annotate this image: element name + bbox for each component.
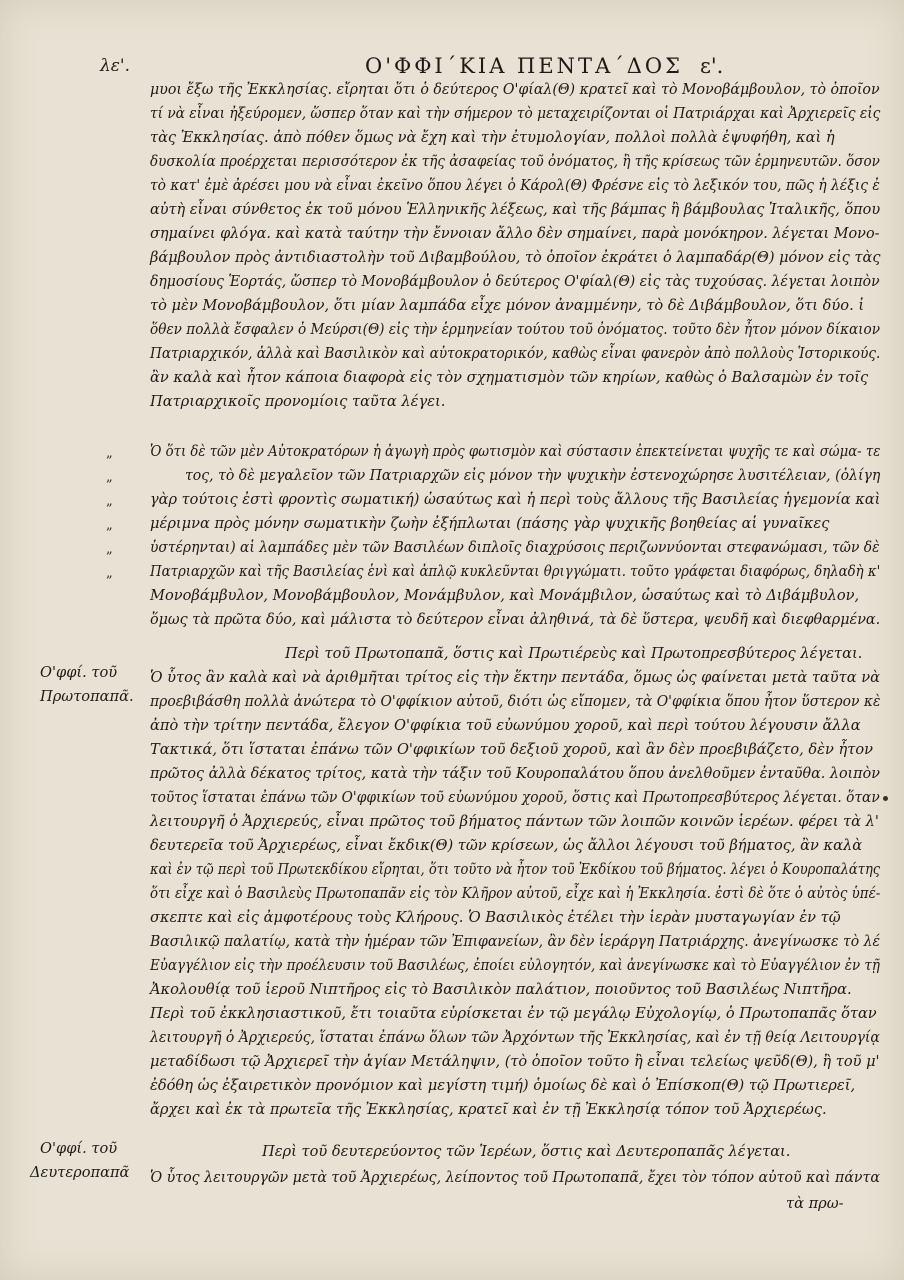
quote-mark: „ [106,518,113,533]
text-line: αὐτὴ εἶναι σύνθετος ἐκ τοῦ μόνου Ἑλληνικῆς λέξεως, καὶ τῆς βάμπας ἢ βάμβουλας Ἰταλικῆς, ὅπου [150,201,881,218]
text-line: δημοσίους Ἑορτάς, ὥσπερ τὸ Μονοβάμβουλον ὁ δεύτερος Ο'φίαλ(Θ) εἰς τὰς τυχούσας. λέγεται λοιπὸν [150,273,880,290]
quote-mark: „ [106,542,113,557]
text-line: Πατριαρχῶν καὶ τῆς Βασιλείας ἑνὶ καὶ ἀπλῷ κυκλεῦνται θριγγώματι. τοῦτο γράφεται διαφόρως, δηλαδὴ κ' [150,563,881,580]
text-line: Ὁ ὅτι δὲ τῶν μὲν Αὐτοκρατόρων ἡ ἀγωγὴ πρὸς φωτισμὸν καὶ σύστασιν ἐπεκτείνεται ψυχῆς τε καὶ σώμα- τε [150,443,881,460]
text-line: σκεπτε καὶ εἰς ἀμφοτέρους τοὺς Κλήρους. Ὁ Βασιλικὸς ἐτέλει τὴν ἱερὰν μυσταγωγίαν ἐν τῷ [150,909,841,926]
text-line: Περὶ τοῦ ἐκκλησιαστικοῦ, ἔτι τοιαῦτα εὑρίσκεται ἐν τῷ μεγάλῳ Εὐχολογίῳ, ὁ Πρωτοπαπᾶς ὅταν [150,1005,877,1022]
text-line: ἂν καλὰ καὶ ἦτον κάποια διαφορὰ εἰς τὸν σχηματισμὸν τῶν κηρίων, καθὼς ὁ Βαλσαμὼν ἐν τοῖς [150,369,869,386]
running-title: Ο'ΦΦΙ΄ΚΙΑ ΠΕΝΤΑ΄ΔΟΣ [365,54,683,78]
text-line: λειτουργῆ ὁ Ἀρχιερεύς, ἵσταται ἐπάνω ὅλων τῶν Ἀρχόντων τῆς Ἐκκλησίας, καὶ ἐν τῇ θείᾳ Λειτουργίᾳ [150,1029,880,1046]
text-line: τὰς Ἐκκλησίας. ἀπὸ πόθεν ὅμως νὰ ἔχη καὶ τὴν ἐτυμολογίαν, πολλοὶ πολλὰ ἐψυφήθη, καὶ ἡ [150,129,835,146]
text-line: Τακτικά, ὅτι ἵσταται ἐπάνω τῶν Ο'φφικίων τοῦ δεξιοῦ χοροῦ, καὶ ἂν δὲν προεβιβάζετο, δὲν ἦτον [150,741,873,758]
ink-speck [883,796,888,801]
text-line: μεταδίδωσι τῷ Ἀρχιερεῖ τὴν ἁγίαν Μετάληψιν, (τὸ ὁποῖον τοῦτο ἢ εἶναι τελείως ψεῦδ(Θ), ἢ τοῦ μ' [150,1053,880,1070]
text-line: μυοι ἔξω τῆς Ἐκκλησίας. εἴρηται ὅτι ὁ δεύτερος Ο'φίαλ(Θ) κρατεῖ καὶ τὸ Μονοβάμβουλον, τὸ ὁποῖον [150,81,880,98]
text-line: προεβιβάσθη πολλὰ ἀνώτερα τὸ Ο'φφίκιον αὐτοῦ, διότι ὡς εἴπομεν, τὰ Ο'φφίκια ὅπου ἦτον ὕστερον κὲ [150,693,881,710]
text-line: ὑστέρηνται) αἱ λαμπάδες μὲν τῶν Βασιλέων διπλοῖς διαχρύσοις περιζωννύονται στεφανώμασι, τῶν δὲ [150,539,880,556]
quote-mark: „ [106,446,113,461]
margin-note: Ο'φφί. τοῦ [40,664,118,681]
quote-mark: „ [106,470,113,485]
text-line: Πατριαρχικοῖς προνομίοις ταῦτα λέγει. [150,393,446,410]
text-line: ὅθεν πολλὰ ἔσφαλεν ὁ Μεύρσι(Θ) εἰς τὴν ἑρμηνείαν τούτου τοῦ ὀνόματος. τοῦτο δὲν ἦτον μόνον δίκαιον [150,321,880,338]
text-line: καὶ ἐν τῷ περὶ τοῦ Πρωτεκδίκου εἴρηται, ὅτι τοῦτο νὰ ἦτον τοῦ Ἐκδίκου τοῦ βήματος. λέγει ὁ Κουροπαλάτης [150,861,881,878]
text-line: τί νὰ εἶναι ἠξεύρομεν, ὥσπερ ὅταν καὶ τὴν σήμερον τὸ μεταχειρίζονται οἱ Πατριάρχαι καὶ Ἀρχιερεῖς εἰς [150,105,881,122]
text-line: ὅτι εἶχε καὶ ὁ Βασιλεὺς Πρωτοπαπᾶν εἰς τὸν Κλῆρον αὐτοῦ, εἶχε καὶ ἡ Ἐκκλησία. ἐστὶ δὲ ὅτε ὁ αὐτὸς ὑπέ- [150,885,881,902]
text-line: τὸ κατ' ἐμὲ ἀρέσει μου νὰ εἶναι ἐκεῖνο ὅπου λέγει ὁ Κάρολ(Θ) Φρέσνε εἰς τὸ λεξικόν του, πῶς ἡ λέξις ἐ [150,177,880,194]
section-heading: Περὶ τοῦ δευτερεύοντος τῶν Ἱερέων, ὅστις καὶ Δευτεροπαπᾶς λέγεται. [262,1143,791,1160]
margin-note: Ο'φφί. τοῦ [40,1140,118,1157]
text-line: Βασιλικῷ παλατίῳ, κατὰ τὴν ἡμέραν τῶν Ἐπιφανείων, ἂν δὲν ἱεράργη Πατριάρχης. ἀνεγίνωσκε τὸ λέ [150,933,880,950]
text-line: Μονοβάμβυλον, Μονοβάμβουλον, Μονάμβυλον, καὶ Μονάμβιλον, ὡσαύτως καὶ τὸ Διβάμβυλον, [150,587,860,604]
text-line: λειτουργῆ ὁ Ἀρχιερεύς, εἶναι πρῶτος τοῦ βήματος πάντων τῶν λοιπῶν κοινῶν ἱερέων. φέρει τὰ λ' [150,813,879,830]
text-line: δευτερεῖα τοῦ Ἀρχιερέως, εἶναι ἔκδικ(Θ) τῶν κρίσεων, ὡς ἄλλοι λέγουσι τοῦ βήματος, ἂν καλὰ [150,837,863,854]
folio-number: λε'. [100,56,130,76]
text-line: Πατριαρχικόν, ἀλλὰ καὶ Βασιλικὸν καὶ αὐτοκρατορικόν, καθὼς εἶναι φανερὸν ἀπὸ πολλοὺς Ἱστορικούς. [150,345,881,362]
text-line: μέριμνα πρὸς μόνην σωματικὴν ζωὴν ἐξήπλωται (πάσης γὰρ ψυχικῆς βοηθείας αἱ γυναῖκες [150,515,830,532]
text-line: Ὁ ὗτος ἂν καλὰ καὶ νὰ ἀριθμῆται τρίτος εἰς τὴν ἕκτην πεντάδα, ὅμως ὡς φαίνεται μετὰ ταῦτα νὰ [150,669,880,686]
margin-note: Δευτεροπαπᾶ [30,1164,130,1181]
text-line: τος, τὸ δὲ μεγαλεῖον τῶν Πατριαρχῶν εἰς μόνον τὴν ψυχικὴν ἐστενοχώρησε λυσιτέλειαν, (ὀλίγη [185,467,881,484]
text-line: Ἀκολουθίᾳ τοῦ ἱεροῦ Νιπτῆρος εἰς τὸ Βασιλικὸν παλάτιον, ποιοῦντος τοῦ Βασιλέως Νιπτῆρα. [150,981,852,998]
text-line: ἐδόθη ὡς ἐξαιρετικὸν προνόμιον καὶ μεγίστη τιμή) ὁμοίως δὲ καὶ ὁ Ἐπίσκοπ(Θ) τῷ Πρωτιερεῖ, [150,1077,856,1094]
text-line: τοῦτος ἵσταται ἐπάνω τῶν Ο'φφικίων τοῦ εὐωνύμου χοροῦ, ὅστις καὶ Πρωτοπρεσβύτερος λέγεται. ὅταν [150,789,880,806]
margin-note: Πρωτοπαπᾶ. [40,688,134,705]
section-mark: ε'. [700,54,724,78]
text-line: πρῶτος ἀλλὰ δέκατος τρίτος, κατὰ τὴν τάξιν τοῦ Κουροπαλάτου ὅπου ἀνελθοῦμεν ἐνταῦθα. λοιπὸν [150,765,880,782]
quote-mark: „ [106,566,113,581]
quote-mark: „ [106,494,113,509]
text-line: βάμβουλον πρὸς ἀντιδιαστολὴν τοῦ Διβαμβούλου, τὸ ὁποῖον ἐκράτει ὁ λαμπαδάρ(Θ) μόνον εἰς τὰς [150,249,881,266]
section-heading: Περὶ τοῦ Πρωτοπαπᾶ, ὅστις καὶ Πρωτιέρεὺς καὶ Πρωτοπρεσβύτερος λέγεται. [285,645,863,662]
text-line: ὅμως τὰ πρῶτα δύο, καὶ μάλιστα τὸ δεύτερον εἶναι ἀληθινά, τὰ δὲ ὕστερα, ψευδῆ καὶ διεφθαρμένα. [150,611,881,628]
text-line: τὰ πρω- [786,1195,844,1212]
text-line: Εὐαγγέλιον εἰς τὴν προέλευσιν τοῦ Βασιλέως, ἐποίει εὐλογητόν, καὶ ἀνεγίνωσκε καὶ τὸ Εὐαγγέλιον ἐν τῇ [150,957,880,974]
text-line: γὰρ τούτοις ἐστὶ φροντὶς σωματική) ὡσαύτως καὶ ἡ περὶ τοὺς ἄλλους τῆς Βασιλείας ἡγεμονία καὶ [150,491,881,508]
text-line: σημαίνει φλόγα. καὶ κατὰ ταύτην τὴν ἔννοιαν ἄλλο δὲν σημαίνει, παρὰ μονόκηρον. λέγεται Μονο- [150,225,880,242]
text-line: ἀπὸ τὴν τρίτην πεντάδα, ἔλεγον Ο'φφίκια τοῦ εὐωνύμου χοροῦ, καὶ περὶ τούτου λέγουσιν ἄλλα [150,717,861,734]
text-line: δυσκολία προέρχεται περισσότερον ἐκ τῆς ἀσαφείας τοῦ ὀνόματος, ἢ τῆς κρίσεως τῶν ἑρμηνευτῶν. ὅσον [150,153,880,170]
text-line: τὸ μὲν Μονοβάμβουλον, ὅτι μίαν λαμπάδα εἶχε μόνον ἀναμμένην, τὸ δὲ Διβάμβουλον, ὅτι δύο. ἰ [150,297,865,314]
text-line: ἄρχει καὶ ἐκ τὰ πρωτεῖα τῆς Ἐκκλησίας, κρατεῖ καὶ ἐν τῇ Ἐκκλησίᾳ τόπον τοῦ Ἀρχιερέως. [150,1101,827,1118]
text-line: Ὁ ὗτος λειτουργῶν μετὰ τοῦ Ἀρχιερέως, λείποντος τοῦ Πρωτοπαπᾶ, ἔχει τὸν τόπον αὐτοῦ καὶ πάντα [150,1169,880,1186]
